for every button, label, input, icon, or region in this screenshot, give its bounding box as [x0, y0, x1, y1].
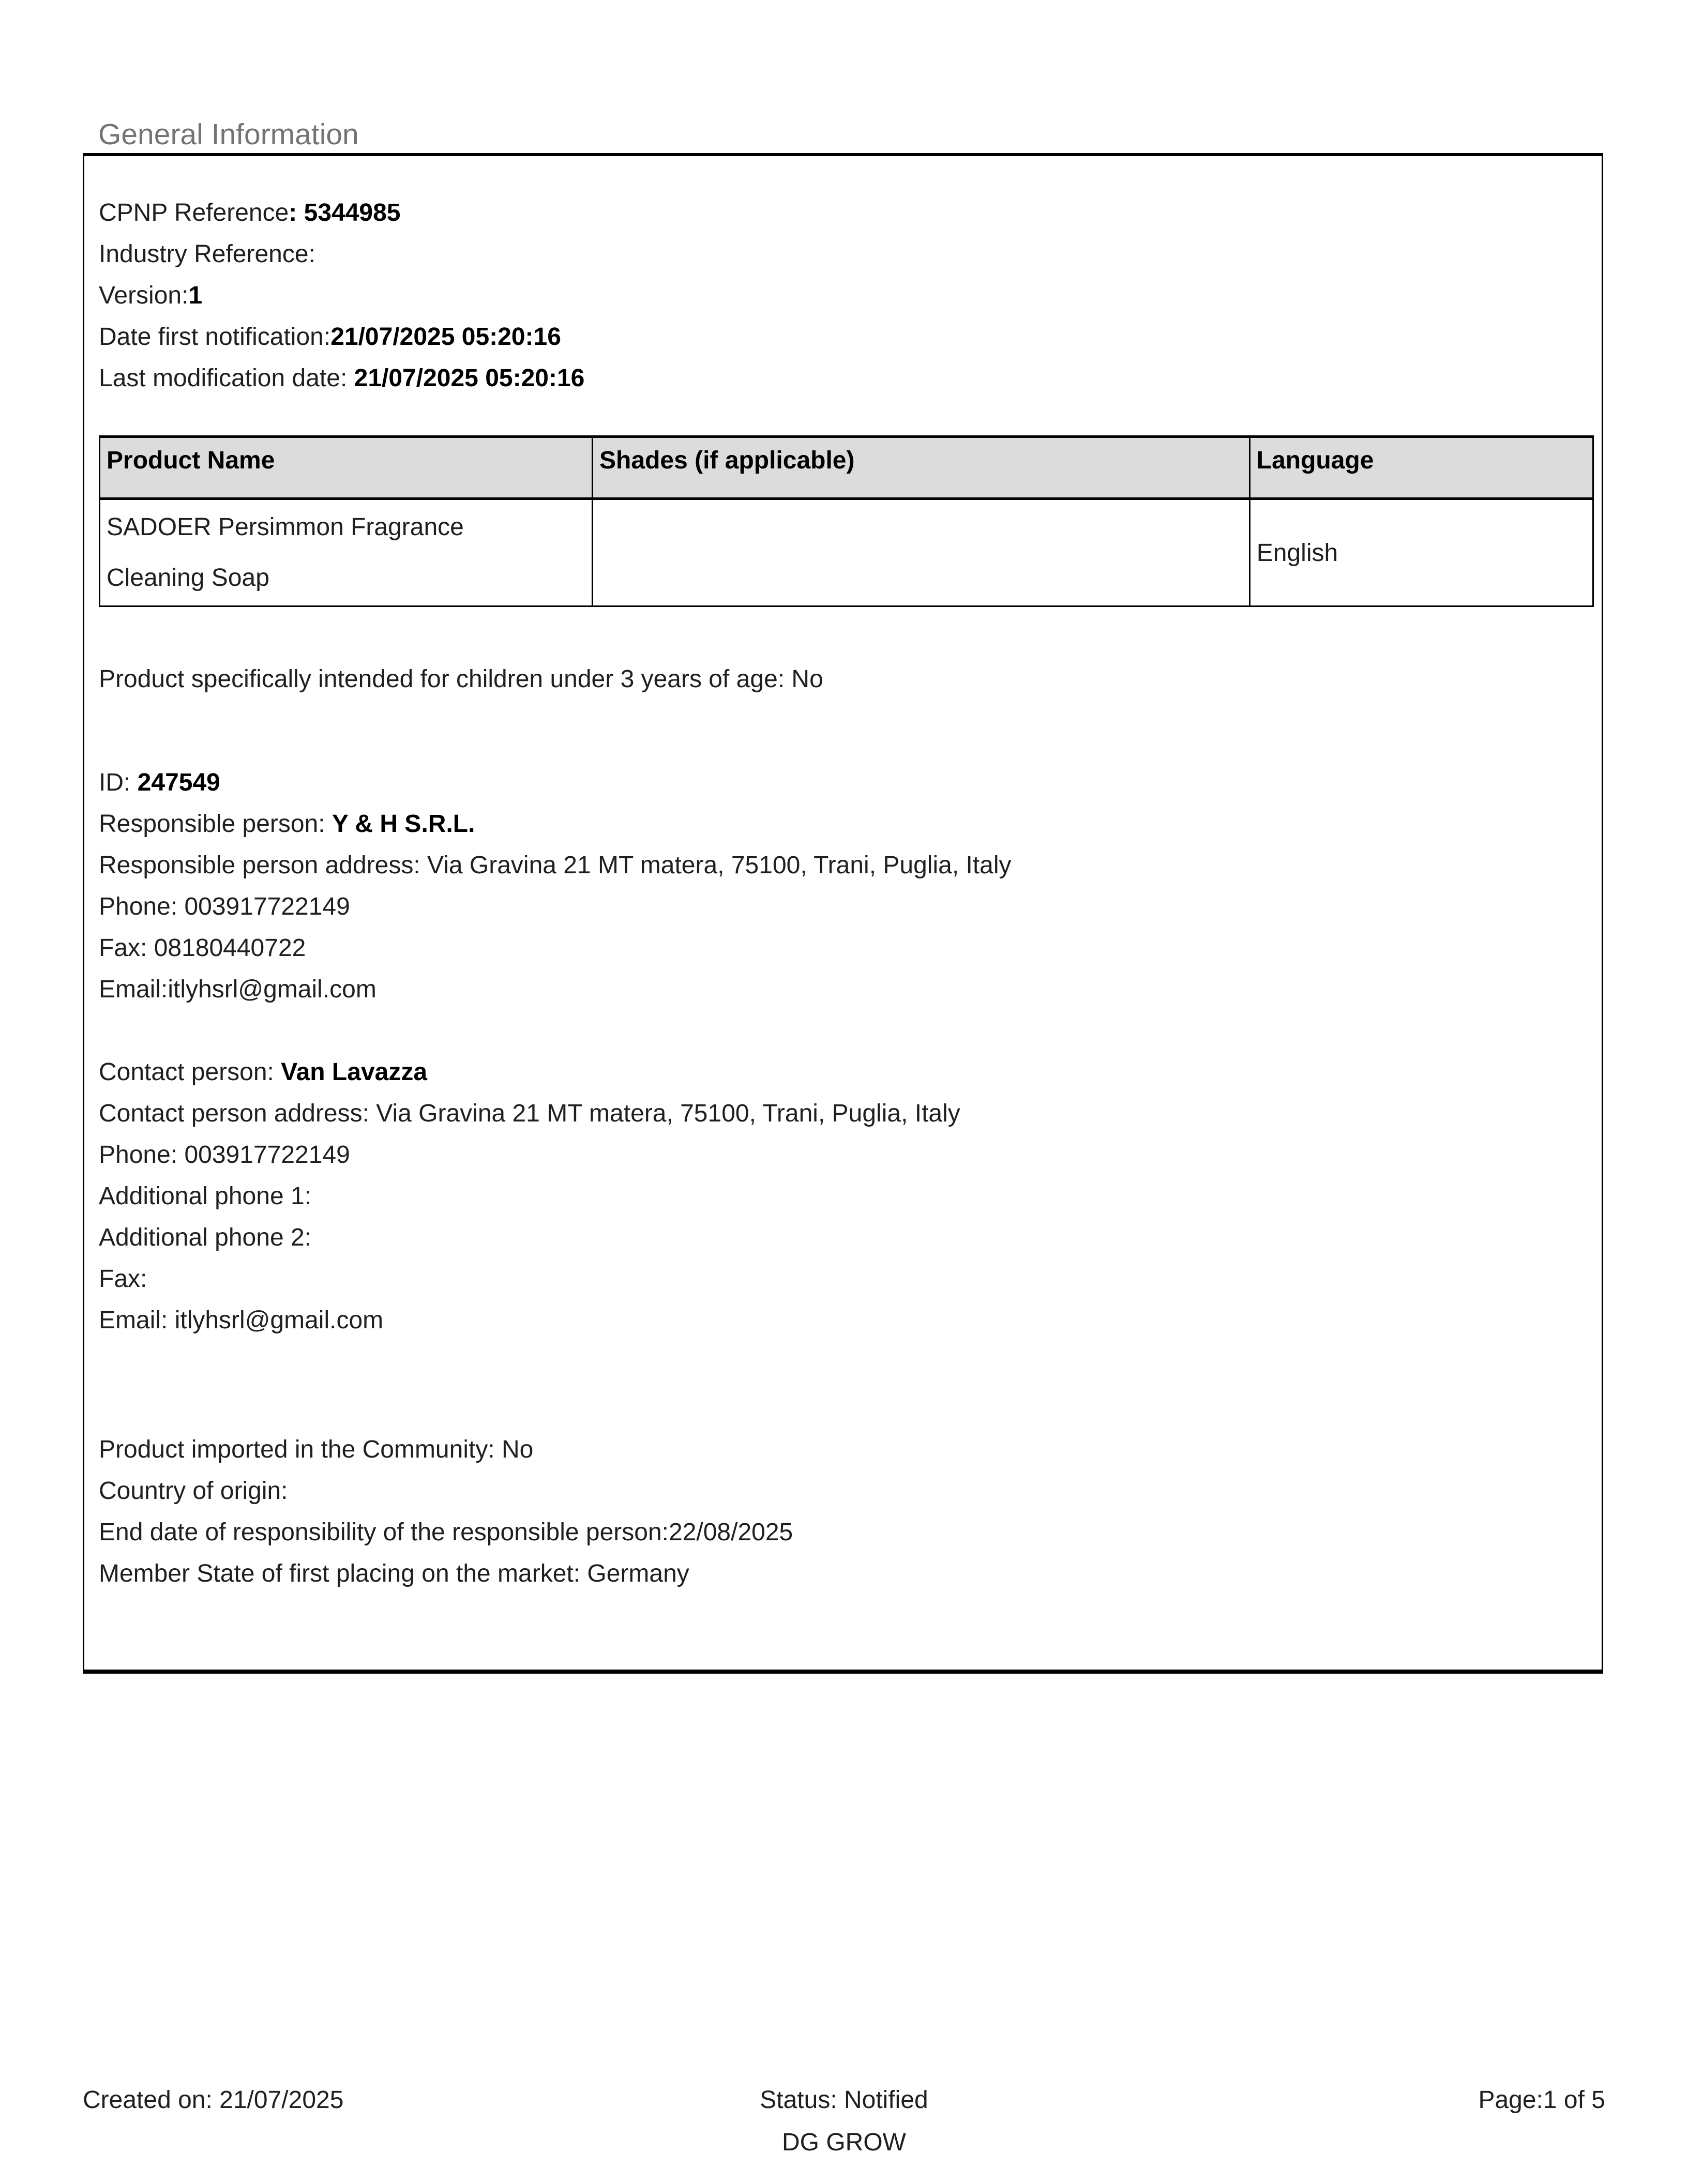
footer-page-number: Page:1 of 5	[1478, 2086, 1605, 2114]
product-name-line2: Cleaning Soap	[107, 564, 269, 592]
version-value: 1	[188, 282, 203, 309]
last-modification-date-value: 21/07/2025 05:20:16	[354, 365, 585, 392]
product-table-header-row	[100, 437, 1593, 499]
page-footer	[83, 2080, 1605, 2121]
cell-shades	[593, 499, 1250, 606]
field-id	[99, 762, 1594, 803]
field-end-date-responsibility: End date of responsibility of the responsible person:22/08/2025	[99, 1519, 793, 1546]
cpnp-reference-value: : 5344985	[289, 199, 401, 226]
date-first-notification-label: Date first notification:	[99, 323, 331, 351]
responsible-person-label: Responsible person:	[99, 810, 332, 838]
field-responsible-fax: Fax: 08180440722	[99, 934, 306, 962]
id-label: ID:	[99, 769, 138, 796]
field-contact-person-address: Contact person address: Via Gravina 21 MT matera, 75100, Trani, Puglia, Italy	[99, 1100, 960, 1127]
cell-language: English	[1249, 499, 1593, 606]
responsible-person-value: Y & H S.R.L.	[331, 810, 475, 838]
field-product-imported: Product imported in the Community: No	[99, 1436, 534, 1463]
spacer	[99, 1010, 1594, 1052]
industry-reference-label: Industry Reference:	[99, 240, 315, 268]
last-modification-date-label: Last modification date:	[99, 365, 354, 392]
field-additional-phone-2: Additional phone 2:	[99, 1224, 311, 1251]
spacer	[99, 700, 1594, 762]
field-date-first-notification	[99, 316, 1594, 358]
version-label: Version:	[99, 282, 189, 309]
product-name-line1: SADOER Persimmon Fragrance	[107, 513, 464, 541]
field-industry-reference	[99, 234, 1594, 275]
field-member-state: Member State of first placing on the market: Germany	[99, 1560, 689, 1587]
field-children-note: Product specifically intended for children under 3 years of age: No	[99, 665, 823, 693]
header-product-name: Product Name	[100, 437, 593, 499]
header-language: Language	[1249, 437, 1593, 499]
field-contact-person	[99, 1052, 1594, 1093]
field-contact-phone: Phone: 003917722149	[99, 1141, 350, 1169]
id-value: 247549	[137, 769, 220, 796]
field-additional-phone-1: Additional phone 1:	[99, 1182, 311, 1210]
spacer	[99, 607, 1594, 659]
contact-person-value: Van Lavazza	[281, 1058, 428, 1086]
field-cpnp-reference	[99, 192, 1594, 234]
field-last-modification-date	[99, 358, 1594, 399]
footer-organization: DG GROW	[782, 2129, 906, 2156]
spacer	[99, 1341, 1594, 1429]
general-information-box	[83, 153, 1603, 1674]
field-responsible-phone: Phone: 003917722149	[99, 893, 350, 920]
header-shades: Shades (if applicable)	[593, 437, 1250, 499]
spacer	[99, 399, 1594, 435]
section-title: General Information	[98, 118, 359, 151]
general-information-section	[83, 116, 1603, 1674]
date-first-notification-value: 21/07/2025 05:20:16	[330, 323, 561, 351]
field-responsible-email: Email:itlyhsrl@gmail.com	[99, 976, 376, 1003]
cpnp-reference-label: CPNP Reference	[99, 199, 289, 226]
field-responsible-person	[99, 803, 1594, 845]
field-contact-fax: Fax:	[99, 1265, 147, 1293]
footer-created-on: Created on: 21/07/2025	[83, 2086, 344, 2114]
cell-product-name	[100, 499, 593, 606]
field-contact-email: Email: itlyhsrl@gmail.com	[99, 1307, 384, 1334]
contact-person-label: Contact person:	[99, 1058, 281, 1086]
field-responsible-person-address: Responsible person address: Via Gravina 21 MT matera, 75100, Trani, Puglia, Italy	[99, 852, 1012, 879]
product-table	[99, 435, 1594, 607]
field-country-of-origin: Country of origin:	[99, 1477, 288, 1505]
footer-status: Status: Notified	[760, 2086, 928, 2114]
product-table-row	[100, 499, 1593, 606]
field-version	[99, 275, 1594, 316]
